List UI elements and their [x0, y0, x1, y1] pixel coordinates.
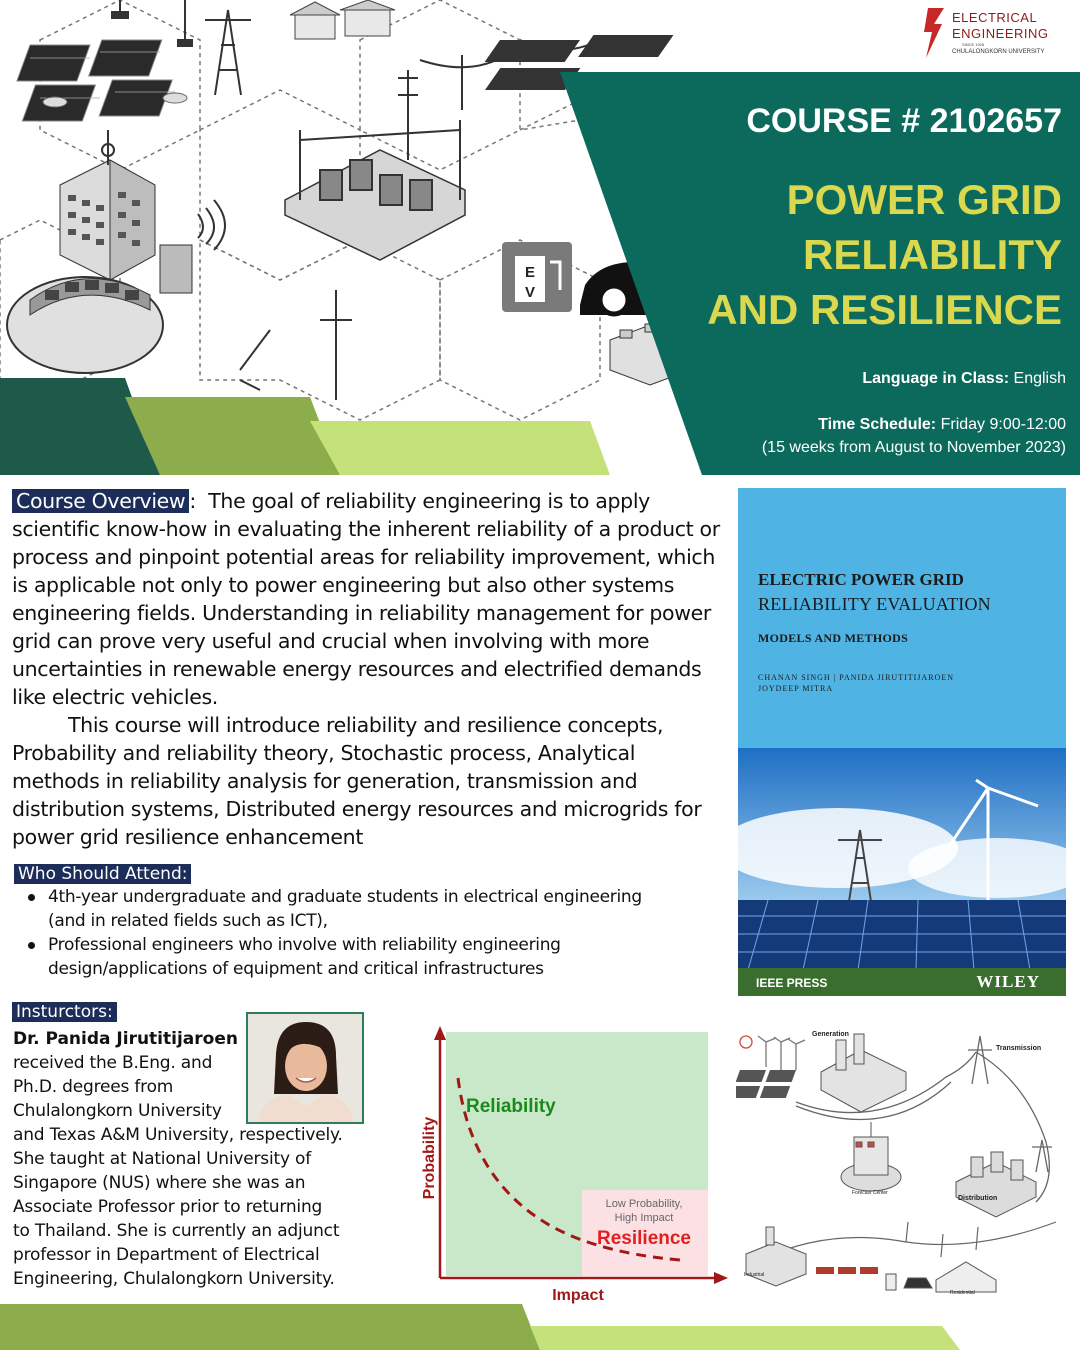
diagram-label-transmission: Transmission	[996, 1045, 1042, 1052]
band-dark-green	[0, 378, 160, 475]
diagram-label-generation: Generation	[812, 1031, 849, 1038]
book-publisher-wiley: WILEY	[976, 972, 1040, 991]
attend-heading: Who Should Attend:	[14, 864, 191, 884]
resilience-label: Resilience	[597, 1228, 691, 1249]
instructor-bio-line: Singapore (NUS) where she was an	[13, 1173, 306, 1193]
schedule-info	[818, 416, 1066, 434]
substation-icon	[285, 120, 465, 260]
diagram-label-forecast: Forecast Center	[852, 1190, 888, 1196]
instructor-bio-line: received the B.Eng. and	[13, 1053, 213, 1073]
grid-diagram-svg	[736, 1022, 1068, 1296]
resilience-note-2: High Impact	[614, 1212, 674, 1224]
svg-text:E: E	[524, 264, 536, 281]
overview-heading: Course Overview	[12, 489, 189, 513]
instructor-bio-line: She taught at National University of	[13, 1149, 311, 1169]
schedule-value: Friday 9:00-12:00	[940, 416, 1066, 433]
instructor-bio-line: Chulalongkorn University	[13, 1101, 222, 1121]
overview-paragraph-1: Course Overview : The goal of reliability engineering is to apply scientific know-how in evaluating the inherent reliability of a product or process and pinpoint potential areas for reliability improvement, which is applicable not only to power engineering but also other systems engineering fields. Understanding in reliability management for power grid can prove very useful and crucial when involving with more uncertainties in renewable energy resources and electrified demands like electric vehicles.	[12, 489, 720, 709]
office-building-icon	[60, 130, 155, 280]
instructor-bio-line: Ph.D. degrees from	[13, 1077, 174, 1097]
book-cover	[738, 488, 1066, 996]
course-overview	[12, 487, 724, 851]
logo-line-1: ELECTRICAL	[952, 10, 1038, 25]
attend-item: 4th-year undergraduate and graduate students in electrical engineering (and in related fields such as ICT),	[22, 885, 642, 933]
course-title-line-1: POWER GRID	[786, 176, 1062, 223]
resilience-note-1: Low Probability,	[605, 1198, 683, 1210]
solar-panels-icon	[2, 40, 187, 121]
instructors-heading: Insturctors:	[12, 1002, 117, 1022]
footer-band-olive	[0, 1304, 540, 1350]
x-axis-label: Impact	[552, 1287, 604, 1304]
ev-charger-icon	[502, 242, 572, 312]
overview-text-1: The goal of reliability engineering is to apply scientific know-how in evaluating the inherent reliability of a product or process and pinpoint potential areas for reliability improvement, which is applicable not only to power engineering but also other systems engineering fields. Understanding in reliability management for power grid can prove very useful and crucial when involving with more uncertainties in renewable energy resources and electrified demands like electric vehicles.	[12, 489, 720, 709]
book-publisher-ieee: IEEE PRESS	[756, 976, 828, 990]
book-authors-line-2: JOYDEEP MITRA	[758, 684, 834, 693]
svg-text:V: V	[524, 284, 536, 301]
instructor-bio-line: Associate Professor prior to returning	[13, 1197, 323, 1217]
logo-line-2: ENGINEERING	[952, 26, 1049, 41]
attend-list	[22, 885, 642, 981]
attend-heading-wrap	[14, 864, 191, 884]
language-label: Language in Class:	[862, 370, 1010, 387]
language-info	[862, 370, 1066, 388]
book-title-line-1: ELECTRIC POWER GRID	[758, 570, 964, 589]
footer-band-lime	[530, 1326, 960, 1350]
power-grid-diagram	[736, 1022, 1068, 1296]
band-olive	[125, 397, 340, 475]
y-axis-label: Probability	[421, 1116, 438, 1200]
cabinet-icon	[160, 200, 225, 293]
university-logo	[922, 6, 1062, 60]
band-lime	[310, 421, 610, 475]
portrait-image	[248, 1014, 362, 1122]
instructor-bio-line: to Thailand. She is currently an adjunct	[13, 1221, 340, 1241]
attend-item: Professional engineers who involve with reliability engineering design/applications of equipment and critical infrastructures	[22, 933, 642, 981]
diagram-label-residential: Residential	[950, 1290, 975, 1296]
course-number: COURSE # 2102657	[746, 102, 1062, 140]
course-title-line-2: RELIABILITY	[803, 231, 1062, 278]
instructor-name: Dr. Panida Jirutitijaroen	[13, 1029, 238, 1049]
instructor-bio-line: Engineering, Chulalongkorn University.	[13, 1269, 335, 1289]
course-title-line-3: AND RESILIENCE	[707, 286, 1062, 333]
logo-university: CHULALONGKORN UNIVERSITY	[952, 49, 1045, 55]
instructor-bio-line: professor in Department of Electrical	[13, 1245, 320, 1265]
instructor-bio-line: and Texas A&M University, respectively.	[13, 1125, 343, 1145]
lightning-logo-icon	[922, 6, 946, 60]
y-axis-arrow	[434, 1026, 446, 1040]
reliability-resilience-chart	[418, 1022, 728, 1306]
x-axis-arrow	[714, 1272, 728, 1284]
language-value: English	[1013, 370, 1066, 387]
book-subtitle: MODELS AND METHODS	[758, 631, 909, 645]
chart-svg	[418, 1022, 728, 1306]
houses-icon	[290, 0, 395, 39]
instructor-photo	[246, 1012, 364, 1124]
footer-bands	[0, 1304, 1080, 1350]
book-authors-line-1: CHANAN SINGH | PANIDA JIRUTITIJAROEN	[758, 673, 954, 682]
control-center-icon	[7, 277, 163, 373]
reliability-label: Reliability	[466, 1096, 556, 1117]
overview-text-2: This course will introduce reliability and resilience concepts, Probability and reliability theory, Stochastic process, Analytical methods in reliability analysis for generation, transmission and distribution systems, Distributed energy resources and microgrids for power grid resilience enhancement	[12, 713, 702, 849]
logo-since: SINCE 1926	[962, 42, 985, 47]
book-cover-image	[738, 488, 1066, 996]
overview-paragraph-2	[12, 711, 724, 851]
instructors-heading-wrap	[12, 1002, 117, 1022]
schedule-note: (15 weeks from August to November 2023)	[761, 439, 1066, 456]
diagram-label-industrial: Industrial	[744, 1272, 765, 1278]
book-title-line-2: RELIABILITY EVALUATION	[758, 594, 991, 614]
diagram-label-distribution: Distribution	[958, 1195, 998, 1202]
schedule-label: Time Schedule:	[818, 416, 937, 433]
